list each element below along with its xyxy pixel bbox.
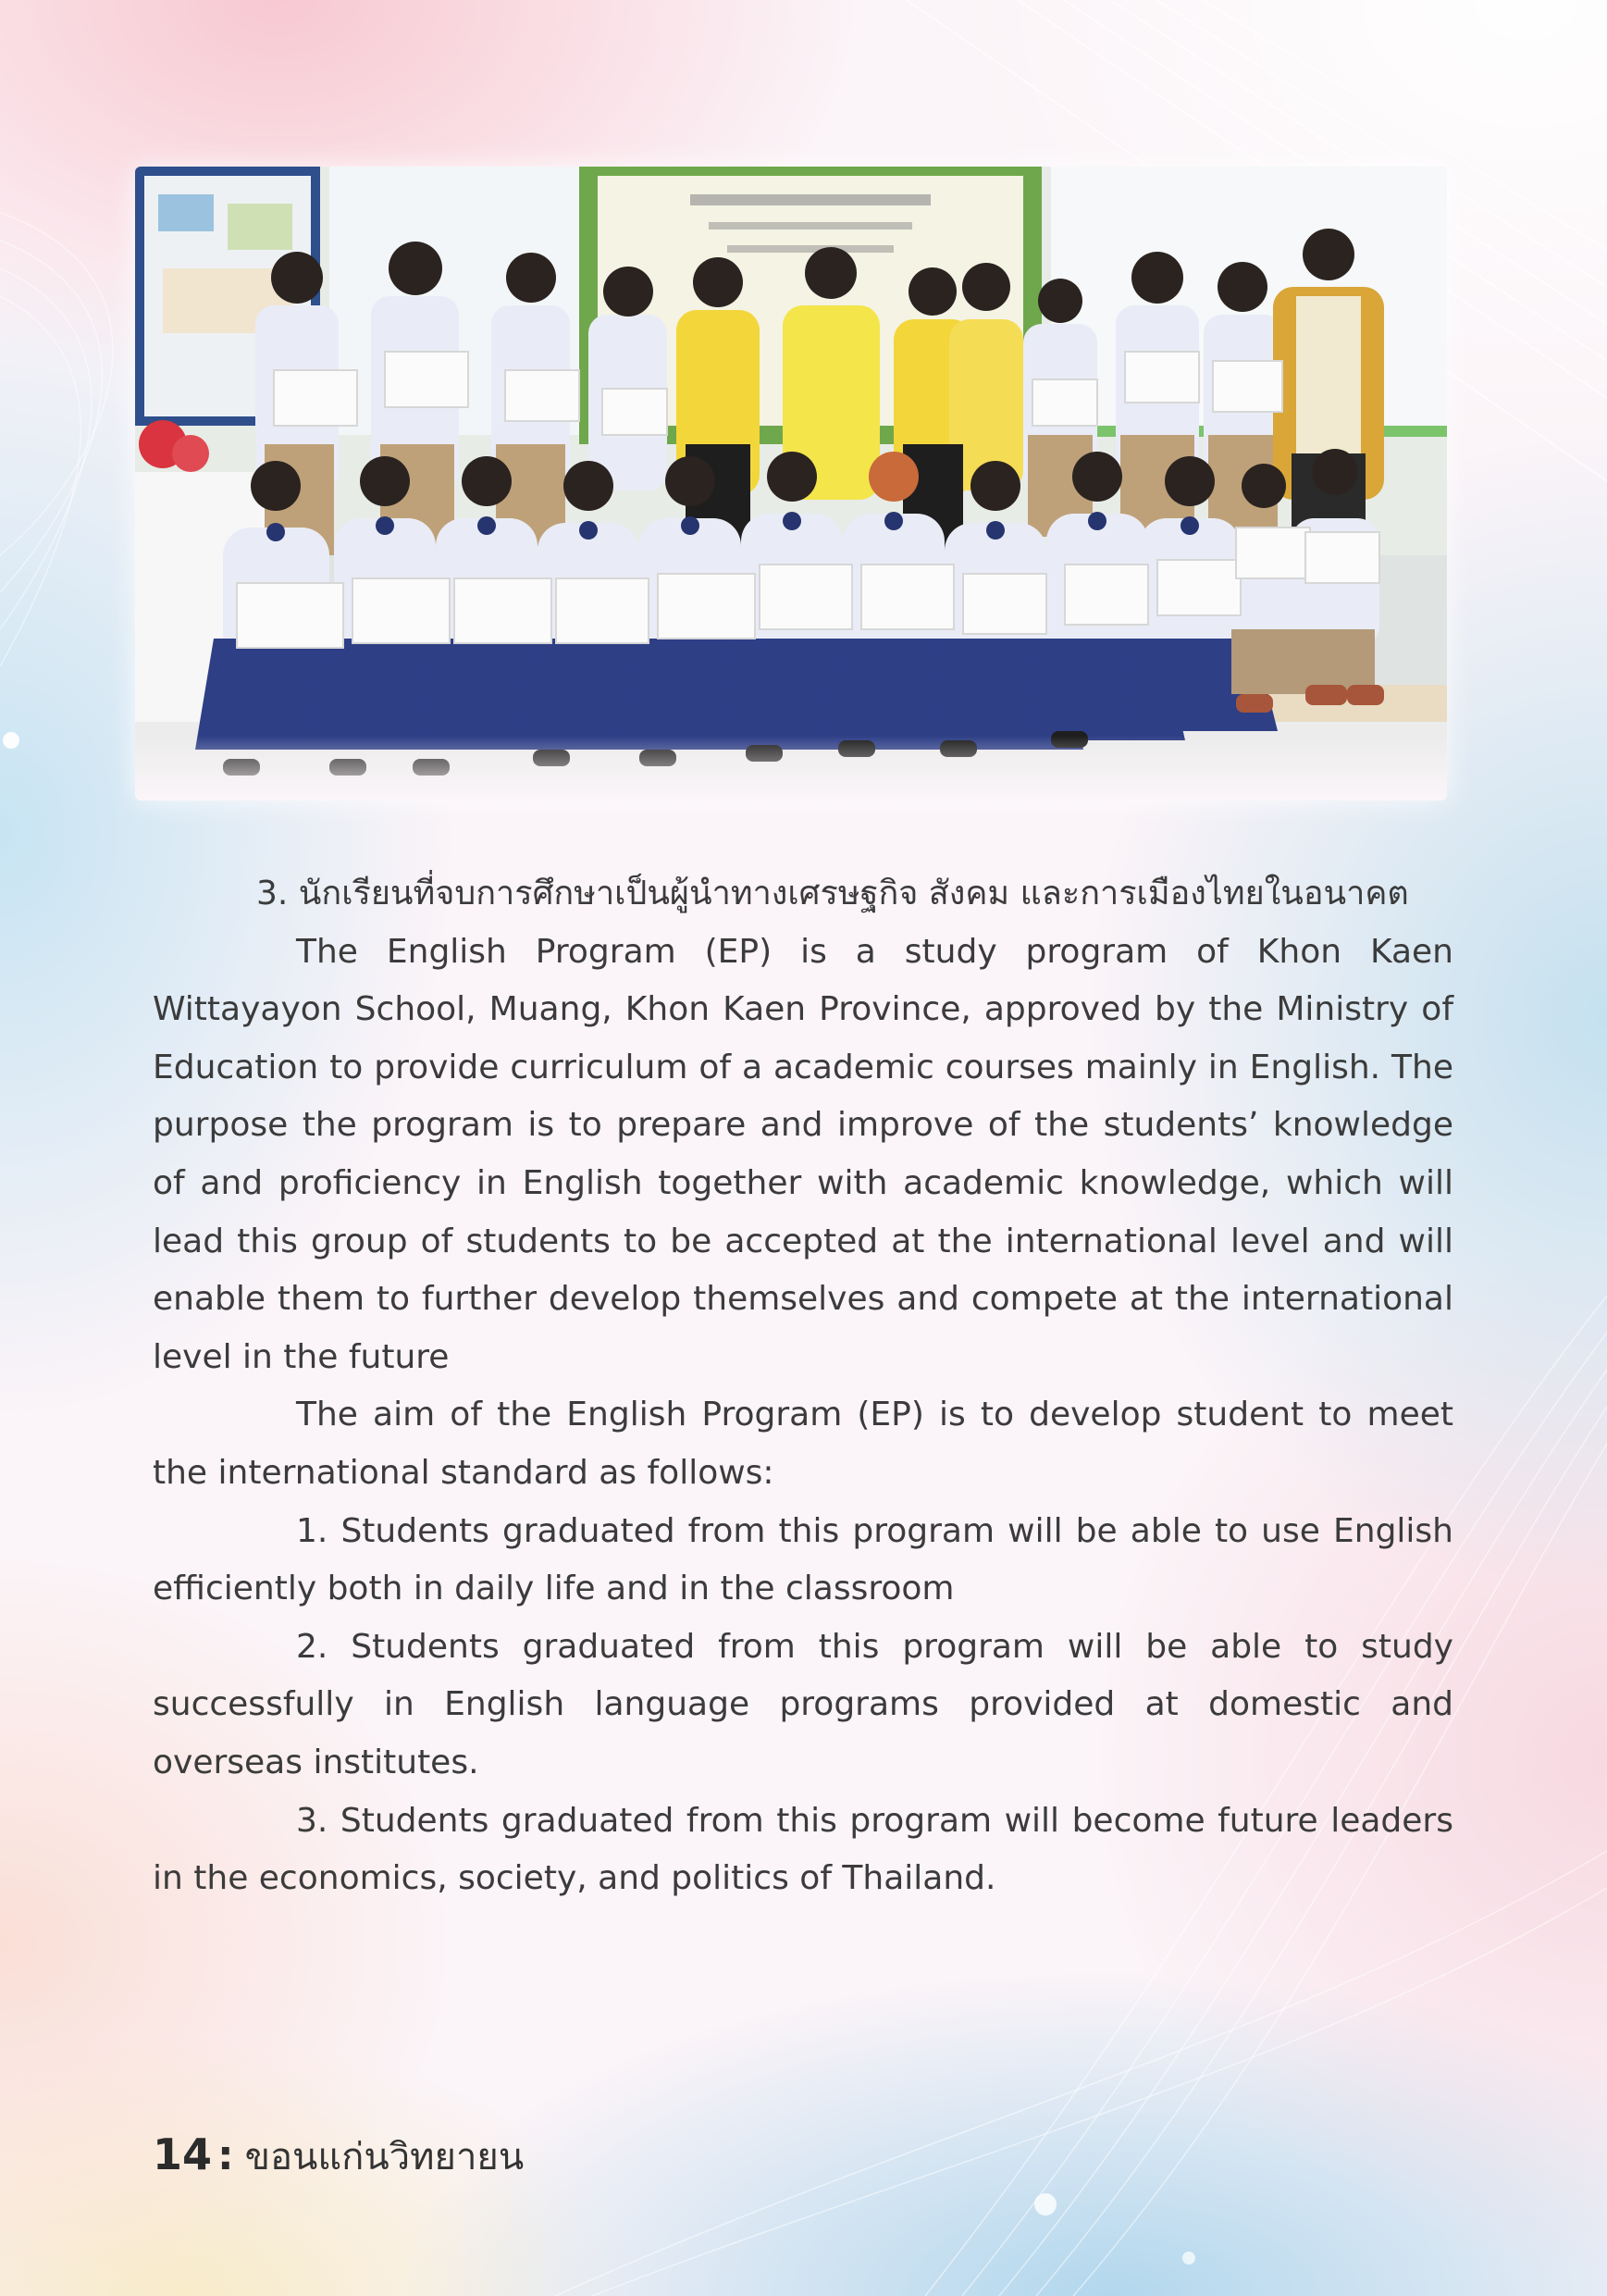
group-photo-illustration: [135, 167, 1447, 800]
group-photo: [135, 167, 1447, 800]
photo-fade-overlay: [135, 736, 1447, 800]
aim-item-2: 2. Students graduated from this program will be able to study successfully in English language programs provided at domestic and overseas institutes.: [153, 1627, 1453, 1781]
paragraph-ep-intro: The English Program (EP) is a study program of Khon Kaen Wittayayon School, Muang, Khon Kaen Province, approved by the Ministry of Education to provide curriculum of a academic courses mainly in English. The purpose the program is to prepare and improve of the students’ knowledge of and proficiency in English together with academic knowledge, which will lead this group of students to be accepted at the international level and will enable them to further develop themselves and compete at the international level in the future: [153, 932, 1453, 1376]
footer-separator: :: [217, 2132, 234, 2179]
thai-list-item-3: 3. นักเรียนที่จบการศึกษาเป็นผู้นำทางเศรษฐกิจ สังคม และการเมืองไทยในอนาคต: [256, 875, 1409, 912]
body-text: [153, 865, 1453, 1908]
aim-item-3: 3. Students graduated from this program will become future leaders in the economics, society, and politics of Thailand.: [153, 1801, 1453, 1898]
aim-item-1: 1. Students graduated from this program will be able to use English efficiently both in daily life and in the classroom: [153, 1511, 1453, 1608]
publication-title: ขอนแก่นวิทยายน: [244, 2136, 525, 2178]
paragraph-ep-aim: The aim of the English Program (EP) is to develop student to meet the international standard as follows:: [153, 1396, 1453, 1492]
page-number: 14: [153, 2129, 213, 2179]
page-footer: [153, 2127, 524, 2185]
